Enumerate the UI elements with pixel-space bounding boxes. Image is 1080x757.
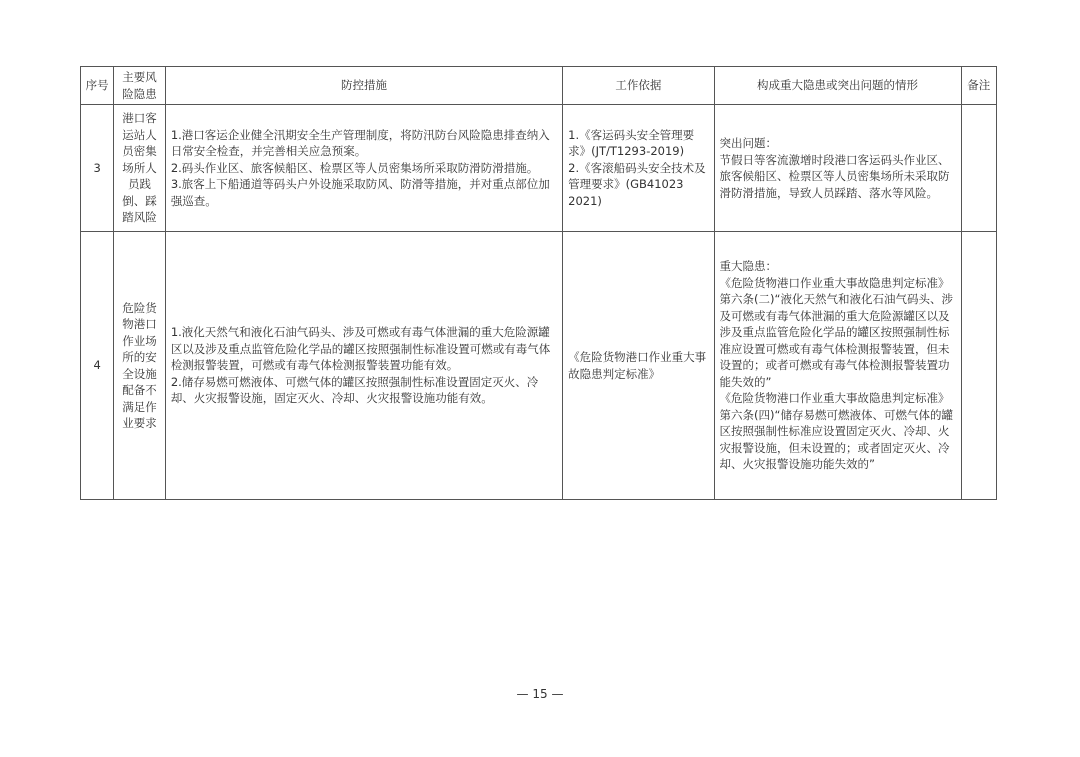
situation-item: 《危险货物港口作业重大事故隐患判定标准》第六条(二)“液化天然气和液化石油气码头、涉及可燃或有毒气体泄漏的重大危险源罐区以及涉及重点监管危险化学品的罐区按照强制性标准应设置可燃或有毒气体检测报警装置，但未设置的；或者可燃或有毒气体检测报警装置功能失效的” [719, 275, 953, 389]
situation-item: 突出问题： [719, 136, 778, 150]
control-item: 3.旅客上下船通道等码头户外设施采取防风、防滑等措施，并对重点部位加强巡查。 [170, 177, 550, 208]
header-no: 序号 [81, 67, 114, 105]
control-cell [165, 232, 562, 500]
basis-cell [563, 105, 714, 232]
situation-cell [714, 105, 961, 232]
risk-cell: 港口客运站人员密集场所人员践倒、踩踏风险 [114, 105, 166, 232]
situation-cell [714, 232, 961, 500]
header-note: 备注 [961, 67, 996, 105]
header-basis: 工作依据 [563, 67, 714, 105]
note-cell [961, 105, 996, 232]
situation-item: 重大隐患： [719, 259, 778, 274]
table-row [81, 232, 997, 500]
risk-cell: 危险货物港口作业场所的安全设施配备不满足作业要求 [114, 232, 166, 500]
table-row [81, 105, 997, 232]
basis-cell [563, 232, 714, 500]
situation-item: 节假日等客流激增时段港口客运码头作业区、旅客候船区、检票区等人员密集场所未采取防滑防滑措施，导致人员踩踏、落水等风险。 [719, 152, 950, 200]
header-risk: 主要风险隐患 [114, 67, 166, 105]
table-header-row [81, 67, 997, 105]
basis-item: 1.《客运码头安全管理要求》(JT/T1293-2019) [568, 127, 695, 159]
risk-table [80, 66, 997, 500]
control-item: 2.储存易燃可燃液体、可燃气体的罐区按照强制性标准设置固定灭火、冷却、火灾报警设施，固定灭火、冷却、火灾报警设施功能有效。 [170, 374, 539, 406]
basis-item: 《危险货物港口作业重大事故隐患判定标准》 [568, 350, 707, 381]
row-number: 4 [81, 232, 114, 500]
header-situation: 构成重大隐患或突出问题的情形 [714, 67, 961, 105]
basis-item: 2.《客滚船码头安全技术及管理要求》(GB41023 2021) [568, 160, 706, 208]
page-number: — 15 — [516, 687, 564, 701]
row-number: 3 [81, 105, 114, 232]
header-control: 防控措施 [165, 67, 562, 105]
situation-item: 《危险货物港口作业重大事故隐患判定标准》第六条(四)“储存易燃可燃液体、可燃气体的罐区按照强制性标准应设置固定灭火、冷却、火灾报警设施，但未设置的；或者固定灭火、冷却、火灾报警设施功能失效的” [719, 391, 953, 472]
control-item: 2.码头作业区、旅客候船区、检票区等人员密集场所采取防滑防滑措施。 [170, 160, 539, 175]
note-cell [961, 232, 996, 500]
control-item: 1.液化天然气和液化石油气码头、涉及可燃或有毒气体泄漏的重大危险源罐区以及涉及重点监管危险化学品的罐区按照强制性标准设置可燃或有毒气体检测报警装置，可燃或有毒气体检测报警装置功能有效。 [170, 325, 551, 373]
control-item: 1.港口客运企业健全汛期安全生产管理制度，将防汛防台风险隐患排查纳入日常安全检查，并完善相关应急预案。 [170, 127, 550, 159]
control-cell [165, 105, 562, 232]
